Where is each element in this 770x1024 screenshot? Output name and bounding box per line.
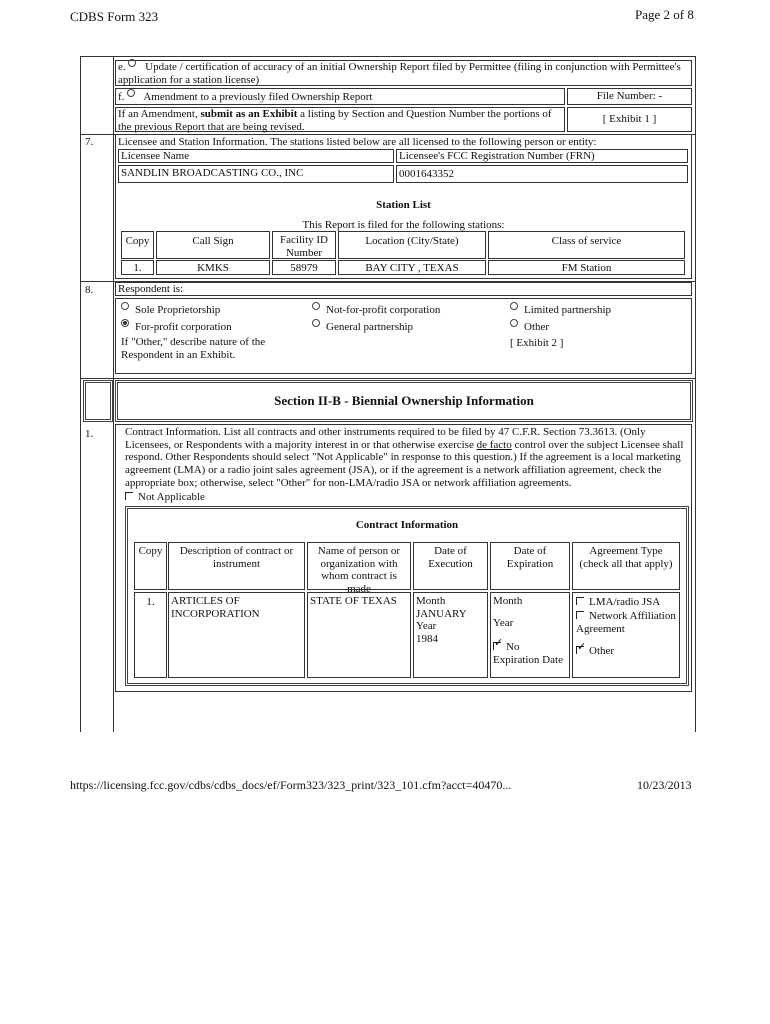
station-location: BAY CITY , TEXAS <box>365 262 459 274</box>
lma-checkbox[interactable] <box>576 597 584 605</box>
item-f-radio[interactable] <box>127 89 135 97</box>
col-location: Location (City/State) <box>365 235 459 247</box>
col-call-sign: Call Sign <box>192 235 234 247</box>
frn-value: 0001643352 <box>399 168 454 180</box>
col-class: Class of service <box>551 235 622 247</box>
col-agreement-type: Agreement Type (check all that apply) <box>579 545 673 570</box>
agreement-lma-option[interactable]: LMA/radio JSA <box>576 596 678 609</box>
respondent-label: Respondent is: <box>118 283 184 295</box>
network-checkbox[interactable] <box>576 611 584 619</box>
contract-party: STATE OF TEXAS <box>310 595 397 607</box>
item-f[interactable] <box>118 91 372 104</box>
exhibit-1-link[interactable]: [ Exhibit 1 ] <box>602 113 657 125</box>
col-description: Description of contract or instrument <box>179 545 294 570</box>
form-title: CDBS Form 323 <box>70 9 159 24</box>
option-general-partnership[interactable]: General partnership <box>312 321 413 334</box>
expiration-date: Month Year <box>493 595 523 629</box>
licensee-name-label: Licensee Name <box>121 150 190 162</box>
section-8-number: 8. <box>85 284 94 296</box>
licensee-name: SANDLIN BROADCASTING CO., INC <box>121 167 304 179</box>
no-expiration-option[interactable]: ✓No Expiration Date <box>493 641 565 666</box>
radio-gp[interactable] <box>312 319 320 327</box>
contract-copy: 1. <box>146 596 155 608</box>
contract-info-title: Contract Information <box>355 519 459 531</box>
item-f-text: Amendment to a previously filed Ownership Report <box>143 91 373 103</box>
section-7-number: 7. <box>85 136 94 148</box>
option-for-profit[interactable]: For-profit corporation <box>121 321 232 334</box>
item-e-radio[interactable] <box>128 59 136 67</box>
footer-date: 10/23/2013 <box>637 778 692 792</box>
item-e[interactable] <box>118 61 683 86</box>
col-facility-id: Facility ID Number <box>280 234 328 259</box>
other-note: If "Other," describe nature of the Respondent in an Exhibit. <box>121 336 266 361</box>
no-expiration-checkbox[interactable] <box>493 642 501 650</box>
option-other[interactable]: Other <box>510 321 549 334</box>
station-class: FM Station <box>561 262 612 274</box>
footer-url: https://licensing.fcc.gov/cdbs/cdbs_docs/ef/Form323/323_print/323_101.cfm?acct=40470... <box>70 778 512 792</box>
station-call-sign: KMKS <box>197 262 229 274</box>
col-date-expiration: Date of Expiration <box>506 545 554 570</box>
option-not-for-profit[interactable]: Not-for-profit corporation <box>312 304 440 317</box>
exhibit-2-link[interactable]: [ Exhibit 2 ] <box>510 337 564 349</box>
question-1-number: 1. <box>85 428 94 440</box>
col-copy: Copy <box>125 235 150 247</box>
option-sole-proprietorship[interactable]: Sole Proprietorship <box>121 304 220 317</box>
radio-for-profit-selected[interactable] <box>121 319 129 327</box>
col-contract-copy: Copy <box>138 545 163 557</box>
not-applicable-option[interactable]: Not Applicable <box>125 491 205 504</box>
station-facility-id: 58979 <box>290 262 318 274</box>
col-date-execution: Date of Execution <box>428 545 473 570</box>
contract-instructions: Contract Information. List all contracts and other instruments required to be filed by 47 C.F.R. Section 73.3613. (Only Licensees, or Respondents with a majority interest in or that otherwise exercise de facto control over the subject Licensee shall respond. Other Respondents should select "Not Applicable" in response to this question.) If the agreement is a local marketing agreement (LMA) or a radio joint sales agreement (JSA), or if the agreement is a network affiliation agreement, check the appropriate box; otherwise, select "Other" for non-LMA/radio JSA or network affiliation agreements. <box>125 426 684 489</box>
number-column-divider <box>113 56 114 732</box>
contract-description: ARTICLES OF INCORPORATION <box>171 595 260 620</box>
section-7-intro: Licensee and Station Information. The stations listed below are all licensed to the following person or entity: <box>118 136 597 148</box>
radio-nfp[interactable] <box>312 302 320 310</box>
radio-sole[interactable] <box>121 302 129 310</box>
execution-year: 1984 <box>416 632 438 645</box>
not-applicable-checkbox[interactable] <box>125 492 133 500</box>
agreement-other-option[interactable]: ✓Other <box>576 645 678 658</box>
option-limited-partnership[interactable]: Limited partnership <box>510 304 611 317</box>
item-e-letter: e. <box>118 61 126 73</box>
radio-lp[interactable] <box>510 302 518 310</box>
section-2b-title: Section II-B - Biennial Ownership Information <box>274 393 534 408</box>
station-list-note: This Report is filed for the following stations: <box>302 219 505 231</box>
agreement-network-option[interactable]: Network Affiliation Agreement <box>576 610 676 635</box>
frn-label: Licensee's FCC Registration Number (FRN) <box>399 150 595 162</box>
file-number: File Number: - <box>596 90 663 102</box>
amendment-text: If an Amendment, submit as an Exhibit a listing by Section and Question Number the portions of the previous Report that are being revised. <box>118 108 552 133</box>
execution-date: Month JANUARY Year 1984 <box>416 595 467 645</box>
item-f-letter: f. <box>118 91 125 103</box>
station-list-title: Station List <box>376 199 431 211</box>
other-checkbox[interactable] <box>576 646 584 654</box>
item-e-text: Update / certification of accuracy of an initial Ownership Report filed by Permittee (filing in conjunction with Permittee's application for a station license) <box>118 61 681 86</box>
station-copy: 1. <box>133 262 142 274</box>
execution-month: JANUARY <box>416 607 467 620</box>
radio-other[interactable] <box>510 319 518 327</box>
page-number: Page 2 of 8 <box>635 7 694 22</box>
col-party: Name of person or organization with whom contract is made <box>317 545 401 595</box>
